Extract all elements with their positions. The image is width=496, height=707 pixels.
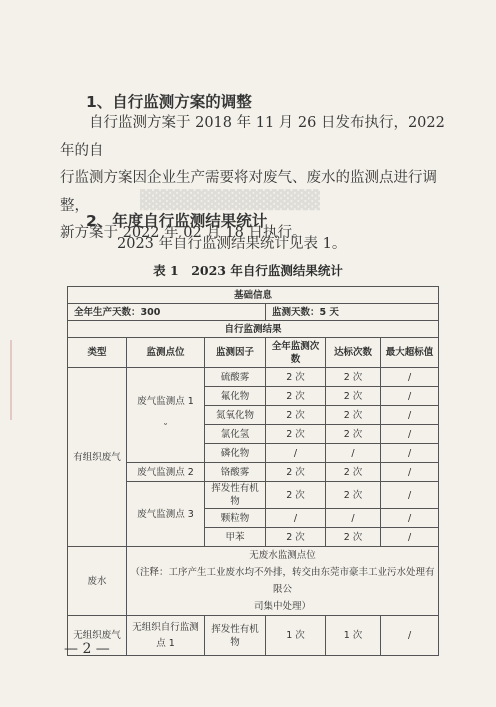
- pass-cell: 2 次: [326, 387, 381, 406]
- wastewater-line-2: （注释：工序产生工业废水均不外排，转交由东莞市豪丰工业污水处理有限公: [130, 567, 435, 595]
- point-label-1: 废气监测点 1: [137, 396, 194, 407]
- unorganized-max: /: [381, 616, 439, 656]
- count-cell: 2 次: [266, 482, 326, 509]
- header-factor: 监测因子: [205, 338, 266, 368]
- factor-cell: 硫酸雾: [205, 368, 266, 387]
- count-cell: 2 次: [266, 528, 326, 547]
- factor-cell: 氟化物: [205, 387, 266, 406]
- point-cell-2: 废气监测点 2: [127, 463, 205, 482]
- max-cell: /: [381, 463, 439, 482]
- bleed-through-text: ▓▓▓▓▓▓▓▓▓▓▓▓▓: [140, 190, 320, 211]
- header-type: 类型: [68, 338, 127, 368]
- header-pass: 达标次数: [326, 338, 381, 368]
- monitoring-days: 监测天数：5 天: [266, 304, 439, 321]
- section2-heading: 2、年度自行监测结果统计: [86, 212, 268, 230]
- factor-cell: 磷化物: [205, 444, 266, 463]
- factor-cell: 挥发性有机物: [205, 482, 266, 509]
- wastewater-row: [68, 547, 439, 616]
- unorganized-count: 1 次: [266, 616, 326, 656]
- monitoring-results-table: [67, 286, 439, 656]
- section1-heading: 1、自行监测方案的调整: [86, 93, 252, 111]
- count-cell: /: [266, 509, 326, 528]
- stamp-edge-mark: [0, 340, 12, 420]
- header-count: 全年监测次数: [266, 338, 326, 368]
- count-cell: 2 次: [266, 387, 326, 406]
- point-cell-1: [127, 368, 205, 463]
- factor-cell: 铬酸雾: [205, 463, 266, 482]
- unorganized-point: 无组织自行监测点 1: [127, 616, 205, 656]
- max-cell: /: [381, 528, 439, 547]
- type-wastewater: 废水: [68, 547, 127, 616]
- page-number: — 2 —: [64, 641, 110, 657]
- results-title: 自行监测结果: [68, 321, 439, 338]
- para-line-3: 新方案于 2022 年 02 月 18 日执行。: [60, 225, 307, 241]
- count-cell: 2 次: [266, 368, 326, 387]
- type-unorganized: 无组织废气: [68, 616, 127, 656]
- para-line-1: 自行监测方案于 2018 年 11 月 26 日发布执行，2022 年的自: [60, 115, 445, 159]
- count-cell: 2 次: [266, 425, 326, 444]
- wastewater-line-1: 无废水监测点位: [249, 550, 316, 561]
- header-point: 监测点位: [127, 338, 205, 368]
- count-cell: 2 次: [266, 406, 326, 425]
- pass-cell: 2 次: [326, 482, 381, 509]
- pass-cell: 2 次: [326, 425, 381, 444]
- factor-cell: 颗粒物: [205, 509, 266, 528]
- max-cell: /: [381, 444, 439, 463]
- max-cell: /: [381, 425, 439, 444]
- para-line-2: 行监测方案因企业生产需要将对废气、废水的监测点进行调整，: [60, 170, 437, 214]
- factor-cell: 氯化氢: [205, 425, 266, 444]
- max-cell: /: [381, 387, 439, 406]
- pass-cell: /: [326, 444, 381, 463]
- wastewater-line-3: 司集中处理）: [254, 601, 312, 612]
- table-caption: 表 1 2023 年自行监测结果统计: [153, 263, 343, 278]
- pass-cell: /: [326, 509, 381, 528]
- basic-info-title: 基础信息: [68, 287, 439, 304]
- header-max: 最大超标值: [381, 338, 439, 368]
- unorganized-factor: 挥发性有机物: [205, 616, 266, 656]
- table-row: [68, 368, 439, 387]
- type-organized: 有组织废气: [68, 368, 127, 547]
- unorganized-row: [68, 616, 439, 656]
- pass-cell: 2 次: [326, 368, 381, 387]
- count-cell: /: [266, 444, 326, 463]
- wastewater-note: [127, 547, 439, 616]
- max-cell: /: [381, 406, 439, 425]
- pass-cell: 2 次: [326, 528, 381, 547]
- pass-cell: 2 次: [326, 406, 381, 425]
- section2-intro: 2023 年自行监测结果统计见表 1。: [117, 236, 347, 252]
- factor-cell: 氮氧化物: [205, 406, 266, 425]
- factor-cell: 甲苯: [205, 528, 266, 547]
- stray-mark: ˘: [163, 423, 168, 434]
- pass-cell: 2 次: [326, 463, 381, 482]
- unorganized-pass: 1 次: [326, 616, 381, 656]
- point-cell-3: 废气监测点 3: [127, 482, 205, 547]
- max-cell: /: [381, 368, 439, 387]
- production-days: 全年生产天数：300: [68, 304, 266, 321]
- count-cell: 2 次: [266, 463, 326, 482]
- max-cell: /: [381, 509, 439, 528]
- max-cell: /: [381, 482, 439, 509]
